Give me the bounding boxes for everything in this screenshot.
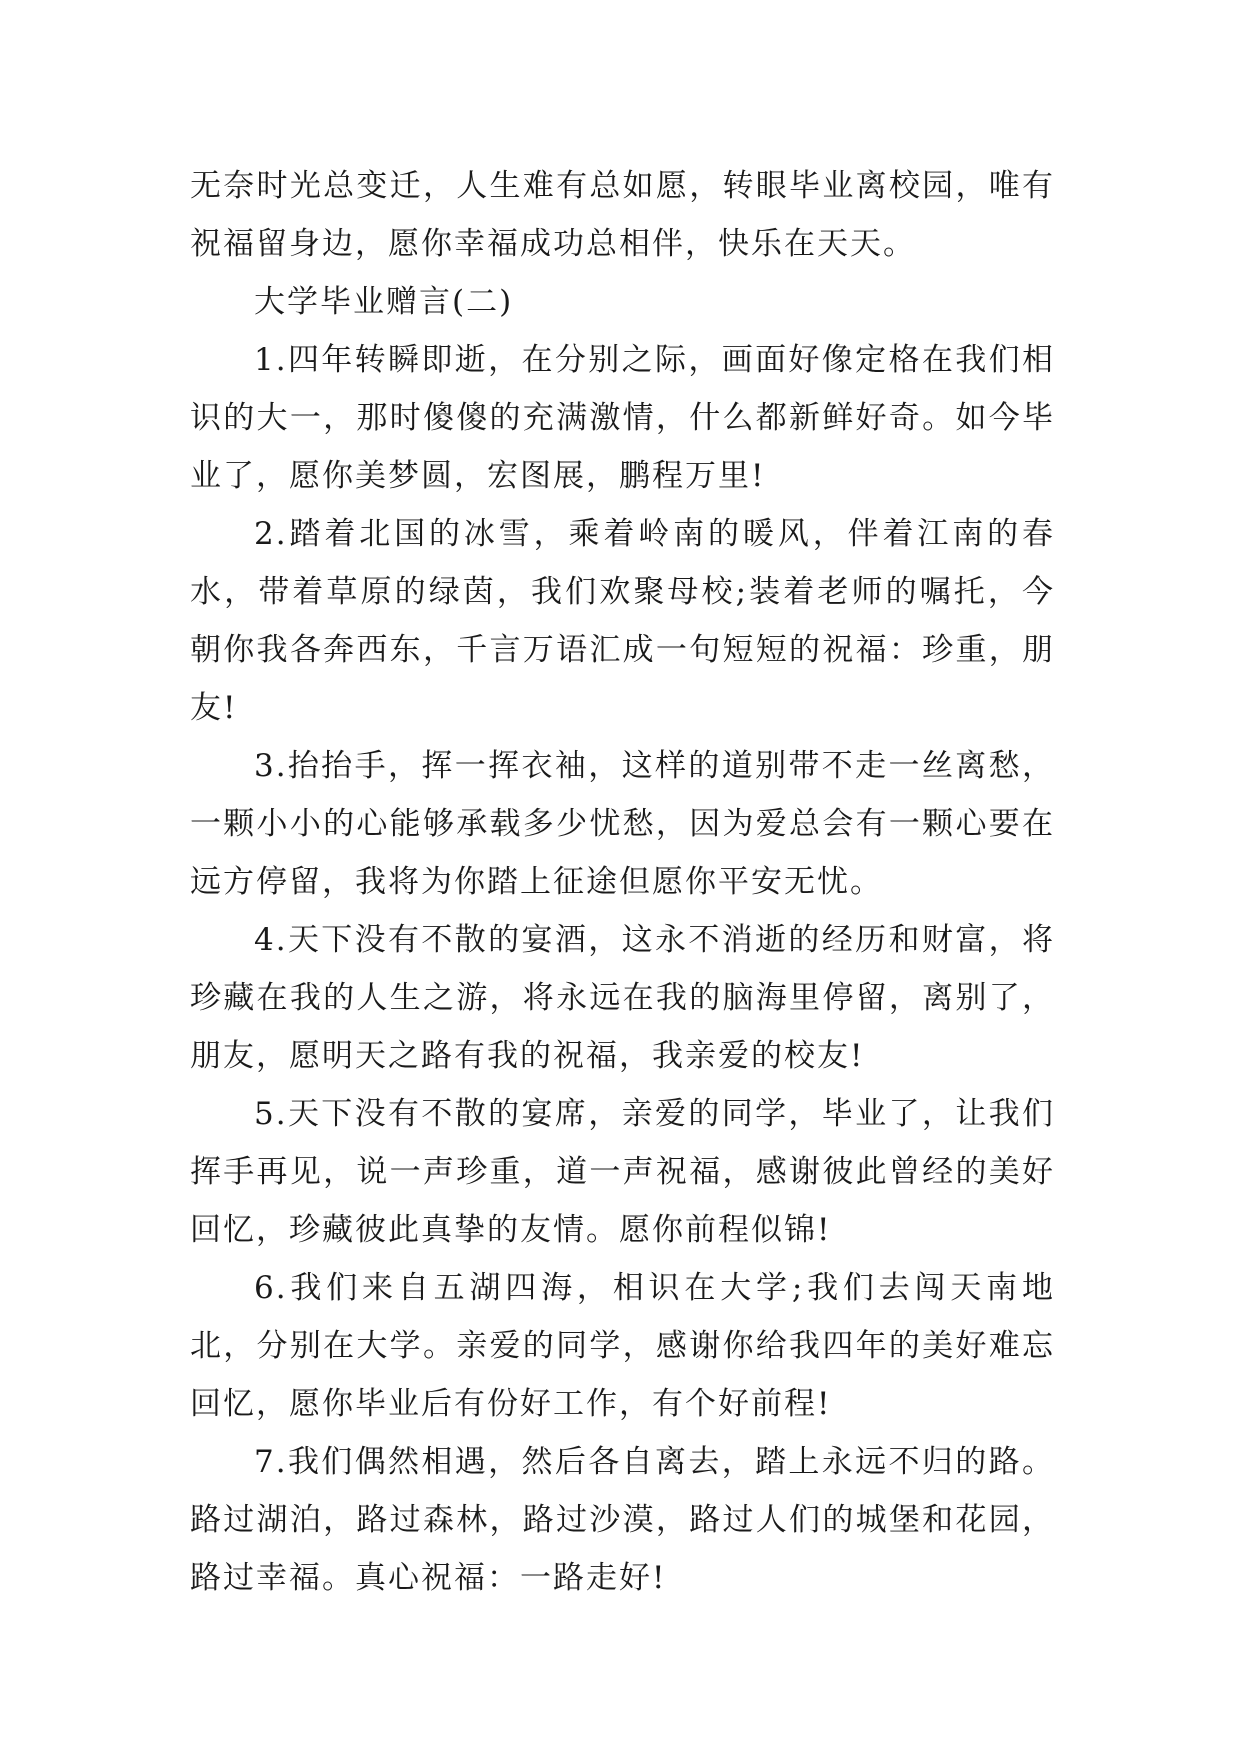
paragraph-intro-continuation: 无奈时光总变迁，人生难有总如愿，转眼毕业离校园，唯有祝福留身边，愿你幸福成功总相伴，快乐在天天。 xyxy=(190,168,1055,262)
paragraph-item-7: 7.我们偶然相遇，然后各自离去，踏上永远不归的路。路过湖泊，路过森林，路过沙漠，路过人们的城堡和花园，路过幸福。真心祝福：一路走好! xyxy=(190,1444,1055,1596)
paragraph-item-5: 5.天下没有不散的宴席，亲爱的同学，毕业了，让我们挥手再见，说一声珍重，道一声祝福，感谢彼此曾经的美好回忆，珍藏彼此真挚的友情。愿你前程似锦! xyxy=(190,1096,1055,1248)
paragraph-item-2: 2.踏着北国的冰雪，乘着岭南的暖风，伴着江南的春水，带着草原的绿茵，我们欢聚母校;装着老师的嘱托，今朝你我各奔西东，千言万语汇成一句短短的祝福：珍重，朋友! xyxy=(190,516,1055,726)
section-heading: 大学毕业赠言(二) xyxy=(254,284,514,320)
paragraph-item-3: 3.抬抬手，挥一挥衣袖，这样的道别带不走一丝离愁，一颗小小的心能够承载多少忧愁，因为爱总会有一颗心要在远方停留，我将为你踏上征途但愿你平安无忧。 xyxy=(190,748,1055,900)
paragraph-item-1: 1.四年转瞬即逝，在分别之际，画面好像定格在我们相识的大一，那时傻傻的充满激情，什么都新鲜好奇。如今毕业了，愿你美梦圆，宏图展，鹏程万里! xyxy=(190,342,1055,494)
paragraph-item-4: 4.天下没有不散的宴酒，这永不消逝的经历和财富，将珍藏在我的人生之游，将永远在我的脑海里停留，离别了，朋友，愿明天之路有我的祝福，我亲爱的校友! xyxy=(190,922,1055,1074)
document-page xyxy=(190,157,1055,1607)
paragraph-item-6: 6.我们来自五湖四海，相识在大学;我们去闯天南地北，分别在大学。亲爱的同学，感谢你给我四年的美好难忘回忆，愿你毕业后有份好工作，有个好前程! xyxy=(190,1270,1055,1422)
